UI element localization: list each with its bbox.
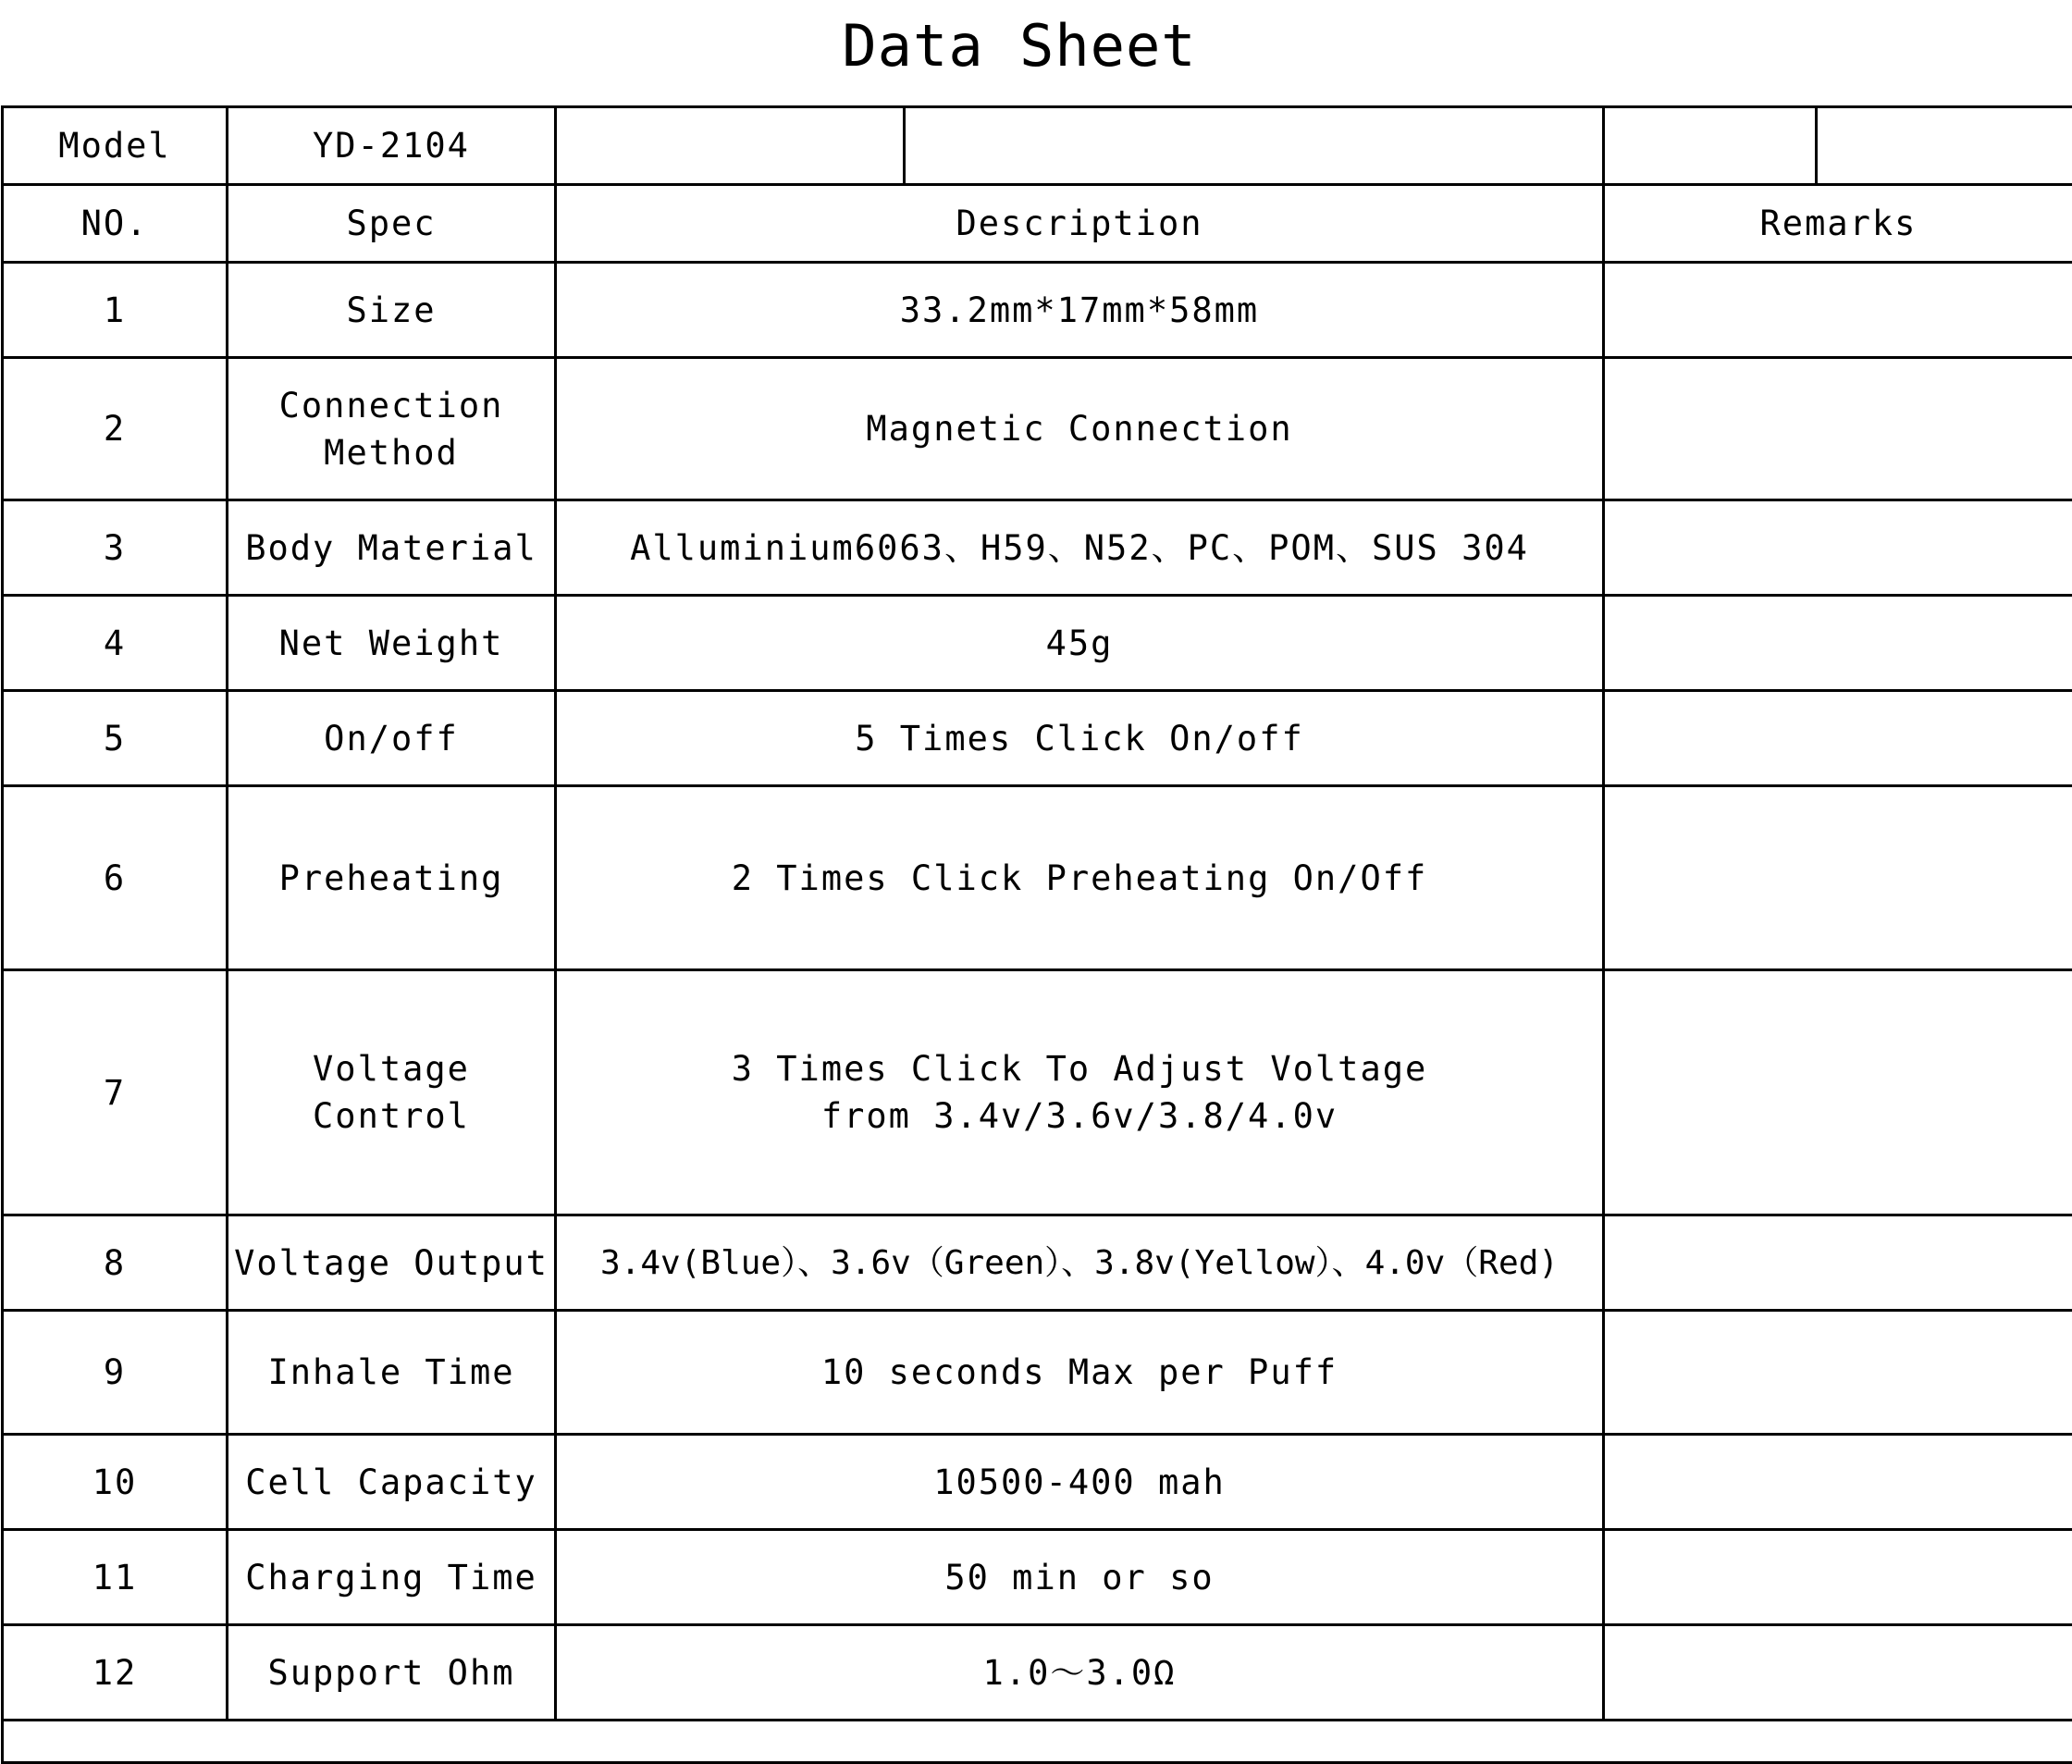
blank-footer-row <box>3 1721 2072 1763</box>
table-row <box>3 786 2072 970</box>
table-row <box>3 263 2072 358</box>
header-row <box>3 185 2072 263</box>
row-no: 11 <box>3 1530 228 1625</box>
row-no: 5 <box>3 691 228 786</box>
row-remarks <box>1604 786 2072 970</box>
table-row <box>3 1215 2072 1311</box>
header-spec: Spec <box>228 185 556 263</box>
row-remarks <box>1604 1530 2072 1625</box>
row-description: 10500-400 mah <box>556 1435 1604 1530</box>
row-remarks <box>1604 596 2072 691</box>
table-row <box>3 358 2072 500</box>
row-no: 12 <box>3 1625 228 1721</box>
blank-cell <box>556 107 905 185</box>
row-no: 9 <box>3 1311 228 1435</box>
table-row <box>3 970 2072 1215</box>
row-no: 7 <box>3 970 228 1215</box>
row-no: 4 <box>3 596 228 691</box>
row-description: 2 Times Click Preheating On/Off <box>556 786 1604 970</box>
row-no: 3 <box>3 500 228 596</box>
row-spec: Charging Time <box>228 1530 556 1625</box>
row-spec: Size <box>228 263 556 358</box>
header-description: Description <box>556 185 1604 263</box>
table-row <box>3 1435 2072 1530</box>
row-remarks <box>1604 1625 2072 1721</box>
row-spec: Net Weight <box>228 596 556 691</box>
table-row <box>3 691 2072 786</box>
row-remarks <box>1604 263 2072 358</box>
row-spec: Inhale Time <box>228 1311 556 1435</box>
row-description: 45g <box>556 596 1604 691</box>
row-remarks <box>1604 500 2072 596</box>
blank-cell <box>905 107 1604 185</box>
row-no: 2 <box>3 358 228 500</box>
row-spec: On/off <box>228 691 556 786</box>
blank-cell <box>3 1721 2072 1763</box>
document-title: Data Sheet <box>842 12 1197 80</box>
row-spec: Support Ohm <box>228 1625 556 1721</box>
row-spec: Preheating <box>228 786 556 970</box>
spec-table <box>1 105 2072 1764</box>
row-description: 5 Times Click On/off <box>556 691 1604 786</box>
row-spec: Connection Method <box>228 358 556 500</box>
row-no: 8 <box>3 1215 228 1311</box>
row-description: 33.2mm*17mm*58mm <box>556 263 1604 358</box>
model-row <box>3 107 2072 185</box>
row-remarks <box>1604 358 2072 500</box>
table-row <box>3 1625 2072 1721</box>
blank-cell <box>1604 107 1817 185</box>
table-row <box>3 1530 2072 1625</box>
header-remarks: Remarks <box>1604 185 2072 263</box>
row-spec: Cell Capacity <box>228 1435 556 1530</box>
row-remarks <box>1604 1215 2072 1311</box>
row-spec: Voltage Output <box>228 1215 556 1311</box>
row-description: 3.4v(Blue）、3.6v（Green）、3.8v(Yellow）、4.0v（Red) <box>556 1215 1604 1311</box>
row-remarks <box>1604 1311 2072 1435</box>
row-description: 3 Times Click To Adjust Voltage from 3.4v/3.6v/3.8/4.0v <box>556 970 1604 1215</box>
row-remarks <box>1604 1435 2072 1530</box>
row-description: 1.0～3.0Ω <box>556 1625 1604 1721</box>
row-remarks <box>1604 970 2072 1215</box>
table-row <box>3 1311 2072 1435</box>
row-description: Magnetic Connection <box>556 358 1604 500</box>
model-value: YD-2104 <box>228 107 556 185</box>
header-no: NO. <box>3 185 228 263</box>
row-spec: Voltage Control <box>228 970 556 1215</box>
table-row <box>3 596 2072 691</box>
blank-cell <box>1817 107 2072 185</box>
row-no: 6 <box>3 786 228 970</box>
row-no: 1 <box>3 263 228 358</box>
row-no: 10 <box>3 1435 228 1530</box>
row-spec: Body Material <box>228 500 556 596</box>
model-label: Model <box>3 107 228 185</box>
row-description: 10 seconds Max per Puff <box>556 1311 1604 1435</box>
row-remarks <box>1604 691 2072 786</box>
row-description: 50 min or so <box>556 1530 1604 1625</box>
row-description: Alluminium6063、H59、N52、PC、POM、SUS 304 <box>556 500 1604 596</box>
table-row <box>3 500 2072 596</box>
